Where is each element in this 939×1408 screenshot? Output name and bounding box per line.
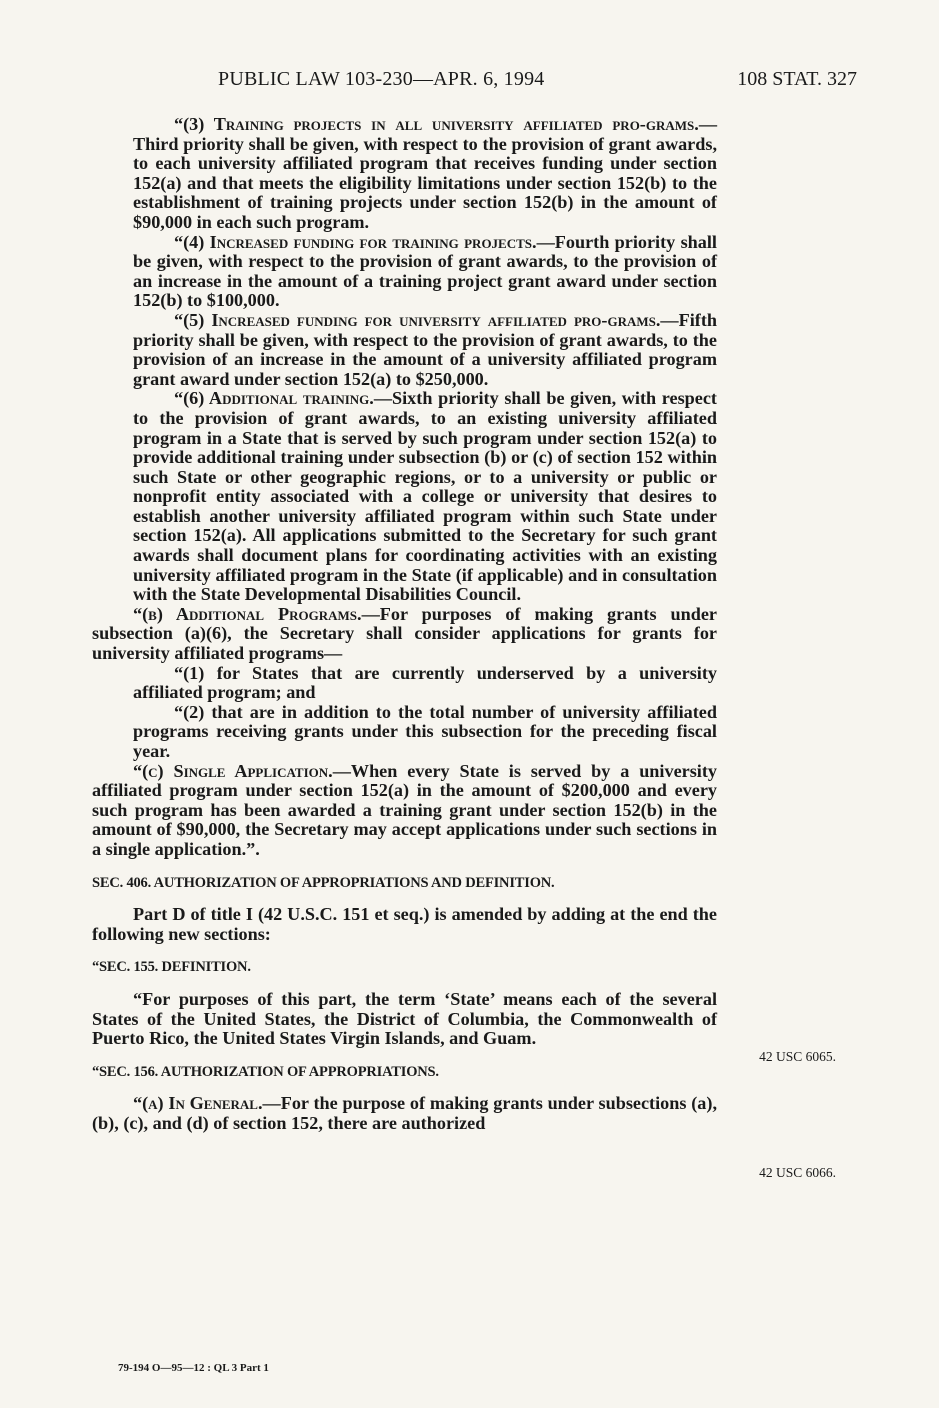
paragraph-4-text: —Fourth priority shall be given, with respect to the provision of grant awards, to the provision of an increase in the amount of a training project grant award under section 152(b) to $100,000. [133, 231, 717, 311]
section-156-a [92, 1094, 717, 1133]
subsection-b-item-2: “(2) that are in addition to the total number of university affiliated programs receiving grants under this subsection for the preceding fiscal year. [133, 701, 717, 761]
subsection-c-text: —When every State is served by a university affiliated program under section 152(a) in the amount of $200,000 and every such program has been awarded a training grant under section 152(b) in the amount of $90,000, the Secretary may accept applications under such sections in a single application.”. [92, 760, 717, 859]
paragraph-5-heading: “(5) Increased funding for university affiliated pro-grams. [174, 309, 661, 330]
subsection-b [92, 605, 717, 664]
subsection-b-item-1: “(1) for States that are currently underserved by a university affiliated program; and [133, 662, 717, 703]
margin-note-6066: 42 USC 6066. [759, 1165, 836, 1180]
paragraph-3 [92, 115, 717, 233]
subsection-c-heading: “(c) Single Application. [133, 760, 333, 781]
margin-note-6065: 42 USC 6065. [759, 1049, 836, 1064]
header-stat-page: 108 STAT. 327 [737, 68, 857, 90]
paragraph-6-heading: “(6) Additional training. [174, 388, 374, 409]
section-406-text: Part D of title I (42 U.S.C. 151 et seq.) is amended by adding at the end the following new sections: [92, 904, 717, 944]
paragraph-6-text: —Sixth priority shall be given, with respect to the provision of grant awards, to an existing university affiliated program in a State that is served by such program under section 152(a) to provide additional training under subsection (b) or (c) of section 152 within such State or other geographic regions, or to a university or public or nonprofit entity associated with a college or university that desires to establish another university affiliated program within such State under section 152(a). All applications submitted to the Secretary for such grant awards shall document plans for coordinating activities with an existing university affiliated program in the State (if applicable) and in consultation with the State Developmental Disabilities Council. [133, 388, 717, 605]
paragraph-4-heading: “(4) Increased funding for training projects. [174, 231, 537, 252]
paragraph-6 [92, 389, 717, 605]
print-footer: 79-194 O—95—12 : QL 3 Part 1 [118, 1362, 269, 1374]
section-406-heading: SEC. 406. AUTHORIZATION OF APPROPRIATIONS AND DEFINITION. [92, 874, 555, 891]
subsection-b-text: —For purposes of making grants under subsection (a)(6), the Secretary shall consider applications for grants for university affiliated programs— [92, 603, 717, 664]
paragraph-3-heading: “(3) Training projects in all university affiliated pro-grams. [174, 114, 699, 134]
running-header [0, 68, 939, 100]
paragraph-4 [92, 233, 717, 311]
paragraph-5-text: —Fifth priority shall be given, with respect to the provision of grant awards, to the provision of an increase in the amount of a university affiliated program grant award under section 152(a) to $250,000. [133, 309, 717, 389]
section-156-a-text: —For the purpose of making grants under subsections (a), (b), (c), and (d) of section 152, there are authorized [92, 1093, 717, 1133]
subsection-c [92, 762, 717, 860]
section-156-heading: “SEC. 156. AUTHORIZATION OF APPROPRIATIONS. [92, 1063, 439, 1080]
section-155-heading: “SEC. 155. DEFINITION. [92, 959, 251, 976]
subsection-b-heading: “(b) Additional Programs. [133, 603, 362, 624]
section-156-a-heading: “(a) In General. [133, 1093, 263, 1114]
header-title: PUBLIC LAW 103-230—APR. 6, 1994 [218, 68, 545, 90]
paragraph-5 [92, 311, 717, 389]
paragraph-3-text: —Third priority shall be given, with respect to the provision of grant awards, to each university affiliated program that receives funding under section 152(a) and that meets the eligibility limitations under section 152(b) to the establishment of training projects under section 152(b) in the amount of $90,000 in each such program. [133, 114, 717, 232]
section-155-text: “For purposes of this part, the term ‘State’ means each of the several States of the United States, the District of Columbia, the Commonwealth of Puerto Rico, the United States Virgin Islands, and Guam. [92, 988, 717, 1049]
body-text [92, 115, 717, 1134]
